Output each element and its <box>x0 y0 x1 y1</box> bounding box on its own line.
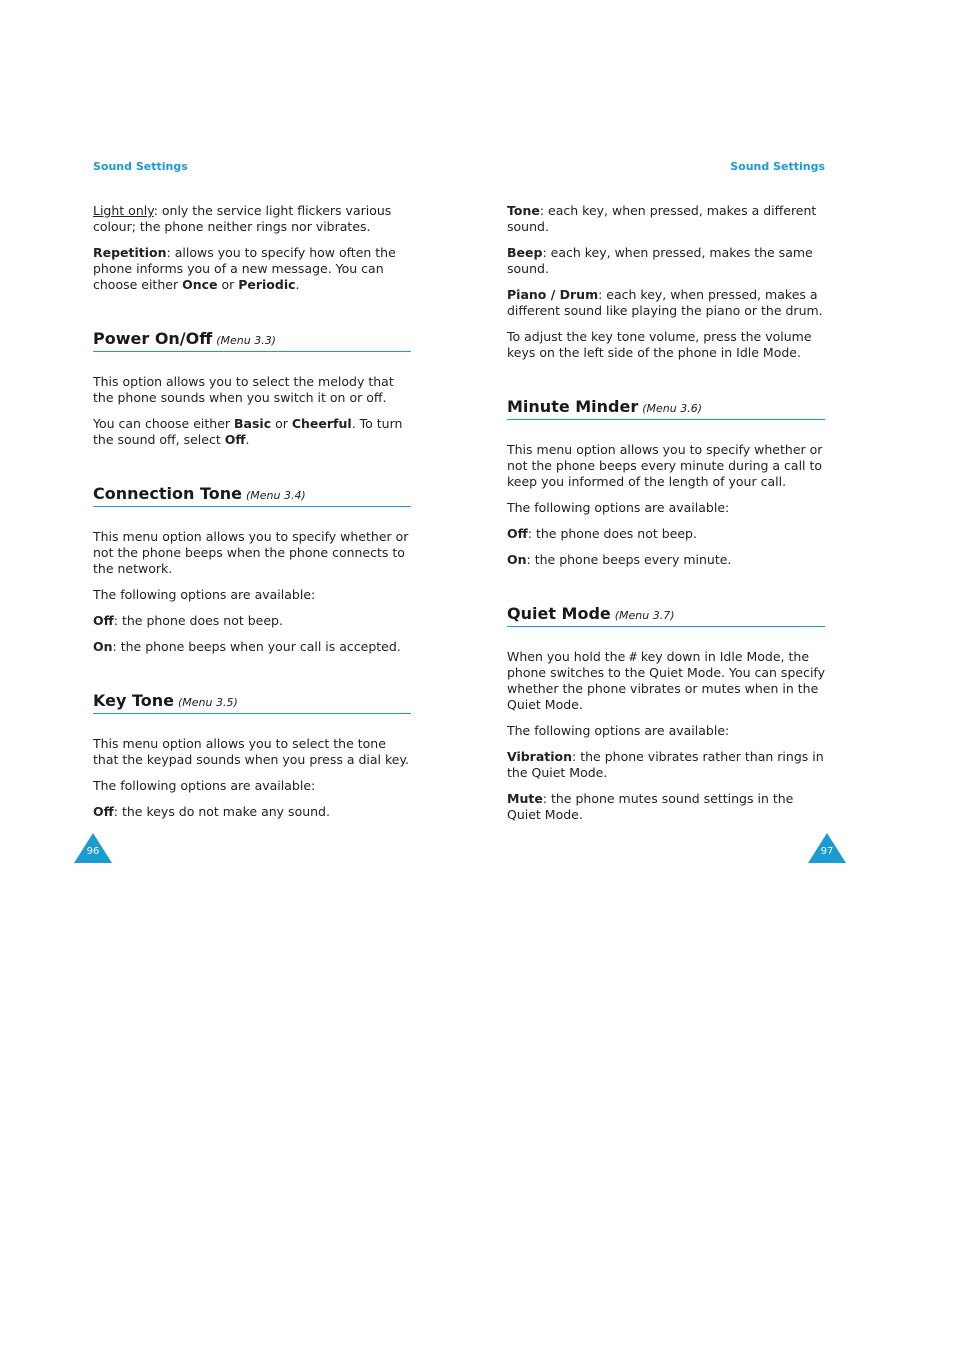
keytone-paragraph-1: This menu option allows you to select the tone that the keypad sounds when you press a dial key. <box>93 736 410 767</box>
running-header-left: Sound Settings <box>93 160 188 173</box>
tone-option: Tone: each key, when pressed, makes a different sound. <box>507 203 817 234</box>
adjust-paragraph: To adjust the key tone volume, press the volume keys on the left side of the phone in Idle Mode. <box>507 329 812 360</box>
page-number-right: 97 <box>807 832 847 864</box>
piano-drum-option: Piano / Drum: each key, when pressed, makes a different sound like playing the piano or the drum. <box>507 287 823 318</box>
minute-on-option: On: the phone beeps every minute. <box>507 552 732 567</box>
beep-option: Beep: each key, when pressed, makes the same sound. <box>507 245 813 276</box>
connection-section-title: Connection Tone (Menu 3.4) <box>93 486 411 507</box>
connection-paragraph-1: This menu option allows you to specify whether or not the phone beeps when the phone connects to the network. <box>93 529 409 576</box>
page-number-left: 96 <box>73 832 113 864</box>
connection-on-option: On: the phone beeps when your call is accepted. <box>93 639 401 654</box>
quiet-paragraph-2: The following options are available: <box>507 723 730 738</box>
connection-paragraph-2: The following options are available: <box>93 587 316 602</box>
minute-off-option: Off: the phone does not beep. <box>507 526 697 541</box>
minute-paragraph-2: The following options are available: <box>507 500 730 515</box>
keytone-section-title: Key Tone (Menu 3.5) <box>93 693 411 714</box>
right-column <box>507 203 825 833</box>
power-paragraph-2: You can choose either Basic or Cheerful. To turn the sound off, select Off. <box>93 416 403 447</box>
keytone-paragraph-2: The following options are available: <box>93 778 316 793</box>
quiet-section-title: Quiet Mode (Menu 3.7) <box>507 606 825 627</box>
repetition-paragraph: Repetition: allows you to specify how often the phone informs you of a new message. You can choose either Once or Periodic. <box>93 245 396 292</box>
left-column <box>93 203 411 830</box>
minute-section-title: Minute Minder (Menu 3.6) <box>507 399 825 420</box>
power-section-title: Power On/Off (Menu 3.3) <box>93 331 411 352</box>
light-only-paragraph: Light only: only the service light flickers various colour; the phone neither rings nor vibrates. <box>93 203 392 234</box>
connection-off-option: Off: the phone does not beep. <box>93 613 283 628</box>
keytone-off-option: Off: the keys do not make any sound. <box>93 804 330 819</box>
light-only-term: Light only <box>93 203 154 218</box>
quiet-paragraph-1: When you hold the # key down in Idle Mode, the phone switches to the Quiet Mode. You can specify whether the phone vibrates or mutes when in the Quiet Mode. <box>507 649 825 712</box>
running-header-right: Sound Settings <box>730 160 825 173</box>
power-paragraph-1: This option allows you to select the melody that the phone sounds when you switch it on or off. <box>93 374 394 405</box>
mute-option: Mute: the phone mutes sound settings in the Quiet Mode. <box>507 791 794 822</box>
vibration-option: Vibration: the phone vibrates rather than rings in the Quiet Mode. <box>507 749 824 780</box>
minute-paragraph-1: This menu option allows you to specify whether or not the phone beeps every minute during a call to keep you informed of the length of your call. <box>507 442 823 489</box>
hash-key-icon: # <box>629 649 637 664</box>
